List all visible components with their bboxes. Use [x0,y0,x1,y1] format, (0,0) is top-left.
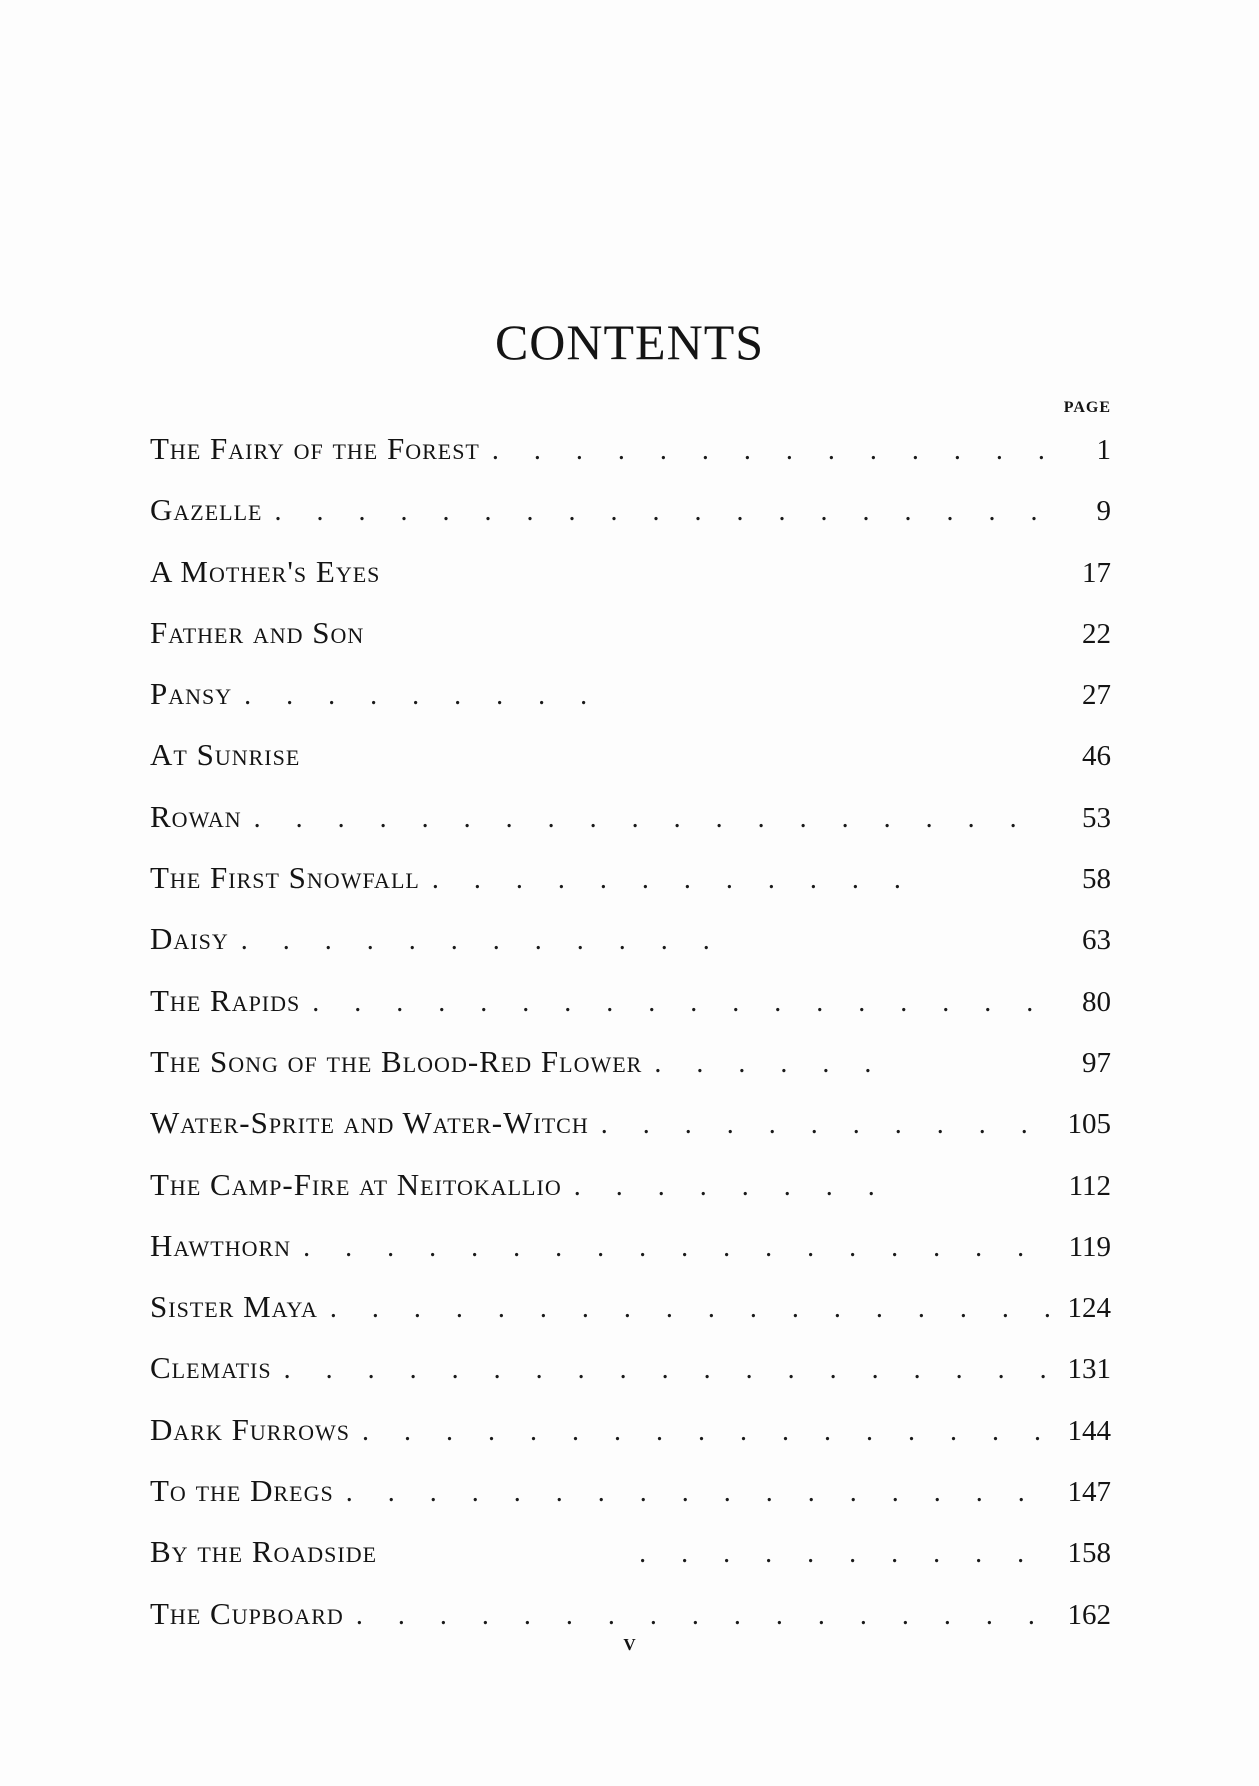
leader-dots [312,972,1051,1033]
toc-entry-page: 162 [1067,1598,1111,1631]
toc-entry-title: Water-Sprite and Water-Witch [150,1105,589,1141]
toc-entry [150,418,1111,479]
leader-dots [241,910,731,971]
toc-entry [150,479,1111,540]
toc-entry [150,1337,1111,1398]
toc-entry-page: 119 [1068,1230,1111,1263]
toc-entry-title: The Fairy of the Forest [150,431,480,466]
toc-entry [150,1460,1111,1521]
leader-dots [330,1278,1051,1339]
toc-entry-page: 124 [1067,1292,1111,1325]
toc-entry-title: Dark Furrows [150,1411,350,1447]
leader-dots [492,420,1051,481]
toc-entry-title: Hawthorn [150,1227,292,1263]
toc-entry-page: 144 [1067,1414,1111,1447]
toc-entry [150,1276,1111,1337]
toc-entry-title: At Sunrise [150,737,301,773]
leader-dots [432,849,922,910]
toc-entry [150,663,1111,724]
toc-entry [150,908,1111,969]
toc-entry [150,970,1111,1031]
toc-entry-title: Daisy [150,921,229,957]
toc-entry-title: The First Snowfall [150,860,420,896]
toc-entry-page: 63 [1082,924,1111,957]
toc-entry-title: The Song of the Blood-Red Flower [150,1043,643,1079]
leader-dots [639,1523,1051,1584]
page-column-label: PAGE [1063,399,1111,416]
toc-entry-page: 147 [1067,1476,1111,1509]
toc-entry-page: 17 [1082,556,1111,589]
toc-entry-page: 97 [1082,1046,1111,1079]
toc-entry [150,847,1111,908]
leader-dots [574,1156,894,1217]
toc-entry-page: 9 [1096,495,1111,528]
toc-entry-page: 80 [1082,985,1111,1018]
toc-entry-title: The Rapids [150,982,301,1018]
toc-entry [150,1092,1111,1153]
toc-entry [150,1521,1111,1582]
toc-entry [150,786,1111,847]
leader-dots [274,481,1051,542]
leader-dots [362,1401,1051,1462]
toc-entry-page: 105 [1067,1108,1111,1141]
leader-dots [284,1339,1051,1400]
toc-entry [150,1399,1111,1460]
toc-entry-title: The Cupboard [150,1595,344,1631]
page-number-folio: v [623,1630,636,1656]
toc-entry-title: By the Roadside [150,1534,378,1570]
toc-entry [150,541,1111,602]
toc-entry-title: To the Dregs [150,1473,334,1509]
toc-entry-title: Gazelle [150,492,263,528]
toc-entry-page: 112 [1068,1169,1111,1202]
leader-dots [654,1033,904,1094]
leader-dots [346,1462,1051,1523]
toc-entry [150,1154,1111,1215]
toc-entry [150,1215,1111,1276]
toc-entry [150,724,1111,785]
leader-dots [303,1217,1051,1278]
toc-entry-title: Rowan [150,798,242,834]
page-title: CONTENTS [494,314,765,370]
toc-entry-page: 158 [1067,1537,1111,1570]
leader-dots [601,1094,1051,1155]
leader-dots [254,788,1051,849]
toc-entry-page: 53 [1082,801,1111,834]
toc-entry-title: Pansy [150,676,233,712]
leader-dots [244,665,624,726]
toc-entry-page: 27 [1082,679,1111,712]
toc-entry-title: Clematis [150,1350,272,1386]
toc-entry-page: 58 [1082,863,1111,896]
toc-entry-page: 131 [1067,1353,1111,1386]
toc-entry-title: A Mother's Eyes [150,553,381,589]
toc-entry [150,602,1111,663]
toc-entry-page: 22 [1082,617,1111,650]
toc-entry-page: 46 [1082,740,1111,773]
toc-entry [150,1031,1111,1092]
toc-entry-page: 1 [1096,434,1111,466]
toc-entry-title: Sister Maya [150,1289,318,1325]
toc-entry-title: Father and Son [150,614,365,650]
toc-entry-title: The Camp-Fire at Neitokallio [150,1166,562,1202]
table-of-contents [150,418,1111,1644]
